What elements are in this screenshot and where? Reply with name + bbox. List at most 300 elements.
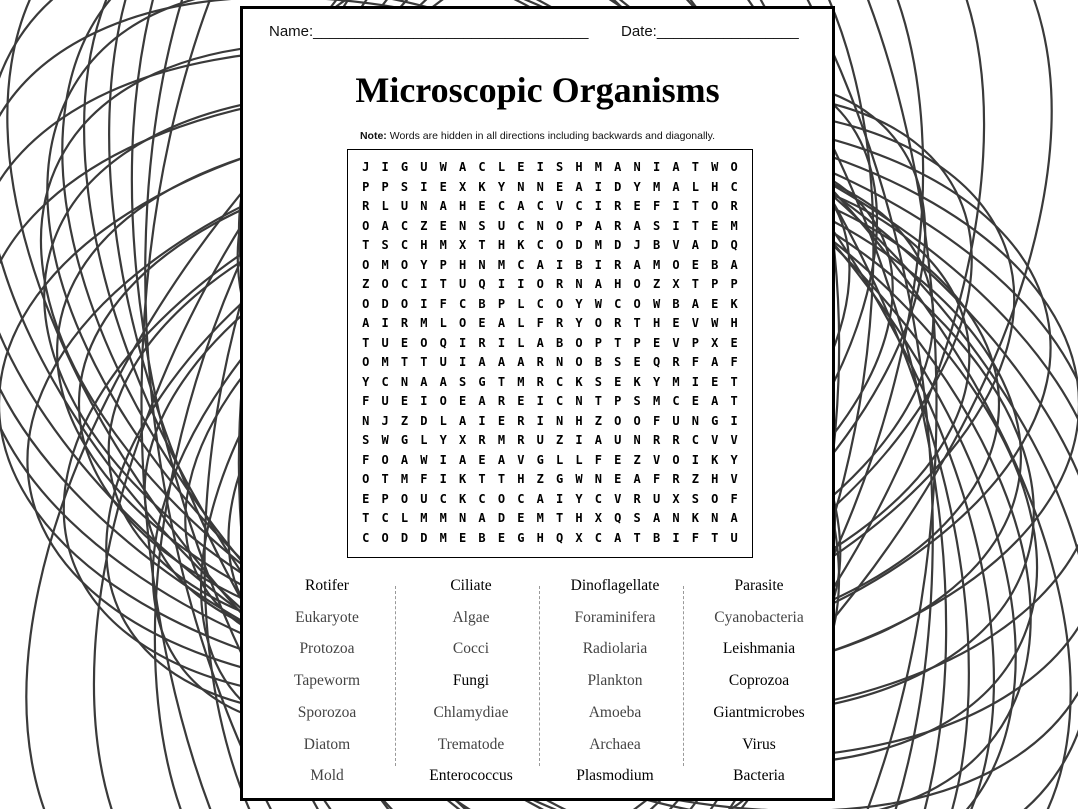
grid-letter: B xyxy=(478,530,486,545)
grid-letter: K xyxy=(459,491,467,506)
grid-letter: K xyxy=(691,511,699,525)
grid-letter: U xyxy=(672,413,680,428)
word-list-item: Algae xyxy=(452,608,490,626)
grid-letter: M xyxy=(536,511,544,525)
grid-letter: M xyxy=(439,530,447,545)
grid-letter: Z xyxy=(555,433,564,447)
grid-letter: C xyxy=(497,199,506,213)
grid-letter: O xyxy=(362,472,370,486)
grid-letter: T xyxy=(497,374,506,389)
grid-letter: S xyxy=(594,374,602,389)
grid-letter: W xyxy=(575,472,583,486)
grid-row xyxy=(356,197,744,217)
grid-letter: B xyxy=(652,238,661,252)
grid-letter: H xyxy=(711,472,719,486)
word-list-item: Plasmodium xyxy=(576,767,654,785)
grid-letter: F xyxy=(420,472,428,486)
grid-letter: Z xyxy=(633,452,641,467)
grid-letter: K xyxy=(730,296,738,311)
grid-letter: S xyxy=(633,394,641,408)
grid-letter: O xyxy=(400,257,409,272)
grid-letter: R xyxy=(614,218,622,233)
grid-letter: R xyxy=(517,433,525,447)
grid-letter: M xyxy=(381,257,389,272)
grid-letter: A xyxy=(478,355,486,369)
grid-letter: R xyxy=(536,355,544,369)
grid-letter: O xyxy=(381,452,389,467)
grid-letter: U xyxy=(381,335,389,350)
grid-letter: A xyxy=(711,394,719,408)
grid-letter: F xyxy=(362,394,370,408)
grid-letter: E xyxy=(497,530,506,545)
grid-letter: I xyxy=(536,394,544,408)
grid-letter: U xyxy=(459,277,467,291)
grid-letter: Z xyxy=(400,413,409,428)
word-list-item: Trematode xyxy=(437,735,505,753)
grid-letter: K xyxy=(575,374,583,389)
grid-letter: O xyxy=(614,413,622,428)
grid-letter: N xyxy=(691,413,699,428)
grid-letter: N xyxy=(536,179,544,194)
grid-letter: A xyxy=(730,257,738,272)
grid-letter: A xyxy=(400,452,409,467)
grid-letter: F xyxy=(691,530,699,545)
grid-letter: A xyxy=(672,179,680,194)
grid-letter: J xyxy=(362,160,370,174)
grid-row xyxy=(356,353,744,373)
grid-letter: W xyxy=(420,452,428,467)
grid-letter: O xyxy=(633,413,641,428)
grid-letter: A xyxy=(711,355,719,369)
column-divider xyxy=(395,586,396,766)
grid-letter: X xyxy=(672,491,680,506)
grid-letter: V xyxy=(614,491,622,506)
grid-row xyxy=(356,392,744,412)
grid-letter: M xyxy=(420,511,428,525)
grid-letter: X xyxy=(459,179,467,194)
grid-letter: I xyxy=(497,335,506,350)
grid-letter: O xyxy=(536,277,544,291)
grid-letter: R xyxy=(400,316,409,330)
grid-letter: T xyxy=(362,335,370,350)
grid-letter: I xyxy=(691,374,699,389)
grid-letter: L xyxy=(575,452,583,467)
grid-letter: X xyxy=(459,433,467,447)
grid-letter: H xyxy=(711,179,719,194)
grid-letter: Z xyxy=(652,277,661,291)
grid-letter: N xyxy=(555,355,564,369)
grid-letter: Q xyxy=(652,355,661,369)
grid-letter: A xyxy=(497,316,506,330)
grid-letter: I xyxy=(420,394,428,408)
word-column xyxy=(687,577,831,793)
grid-letter: T xyxy=(730,394,738,408)
grid-row xyxy=(356,451,744,471)
grid-letter: P xyxy=(497,296,506,311)
grid-letter: Y xyxy=(420,257,428,272)
grid-letter: M xyxy=(439,511,447,525)
grid-letter: H xyxy=(536,530,544,545)
grid-letter: A xyxy=(381,218,389,233)
grid-letter: O xyxy=(633,277,641,291)
grid-letter: F xyxy=(362,452,370,467)
grid-letter: F xyxy=(652,472,661,486)
grid-letter: X xyxy=(459,238,467,252)
grid-letter: A xyxy=(633,472,641,486)
grid-letter: I xyxy=(691,452,699,467)
grid-letter: I xyxy=(730,413,738,428)
grid-letter: O xyxy=(362,218,370,233)
grid-letter: O xyxy=(400,491,409,506)
grid-letter: D xyxy=(420,413,428,428)
grid-letter: D xyxy=(575,238,583,252)
grid-letter: M xyxy=(594,238,602,252)
grid-letter: Z xyxy=(362,277,370,291)
grid-letter: E xyxy=(517,394,525,408)
grid-letter: O xyxy=(439,394,447,408)
grid-letter: T xyxy=(420,355,428,369)
grid-letter: T xyxy=(478,238,486,252)
grid-letter: O xyxy=(420,335,428,350)
grid-letter: E xyxy=(439,218,447,233)
grid-letter: N xyxy=(711,511,719,525)
grid-letter: W xyxy=(711,316,719,330)
grid-letter: K xyxy=(633,374,641,389)
grid-letter: O xyxy=(672,257,680,272)
grid-letter: E xyxy=(711,218,719,233)
grid-letter: C xyxy=(400,218,409,233)
word-column xyxy=(255,577,399,793)
grid-letter: K xyxy=(517,238,525,252)
grid-row xyxy=(356,314,744,334)
grid-letter: A xyxy=(614,160,622,174)
grid-letter: P xyxy=(575,218,583,233)
grid-letter: E xyxy=(691,257,699,272)
grid-letter: H xyxy=(497,238,506,252)
word-list-item: Protozoa xyxy=(299,640,355,658)
grid-letter: E xyxy=(362,491,370,506)
grid-letter: G xyxy=(517,530,525,545)
worksheet xyxy=(240,6,835,801)
grid-letter: U xyxy=(536,433,544,447)
page-title: Microscopic Organisms xyxy=(355,70,720,110)
grid-letter: O xyxy=(381,530,389,545)
grid-letter: D xyxy=(400,530,409,545)
grid-letter: X xyxy=(575,530,583,545)
grid-letter: O xyxy=(711,199,719,213)
grid-letter: P xyxy=(730,277,738,291)
grid-letter: C xyxy=(381,374,389,389)
word-list-item: Dinoflagellate xyxy=(570,577,660,594)
grid-row xyxy=(356,295,744,315)
grid-letter: O xyxy=(575,355,583,369)
grid-letter: M xyxy=(652,394,661,408)
word-list-item: Archaea xyxy=(589,735,641,753)
grid-letter: I xyxy=(536,413,544,428)
grid-letter: R xyxy=(536,374,544,389)
grid-letter: M xyxy=(652,257,661,272)
grid-letter: O xyxy=(362,296,370,311)
grid-letter: A xyxy=(594,433,602,447)
grid-letter: T xyxy=(362,511,370,525)
grid-letter: A xyxy=(575,179,583,194)
grid-letter: Y xyxy=(633,179,641,194)
grid-letter: G xyxy=(711,413,719,428)
grid-letter: N xyxy=(633,160,641,174)
grid-letter: C xyxy=(478,491,486,506)
grid-letter: G xyxy=(400,433,409,447)
grid-letter: I xyxy=(517,277,525,291)
grid-letter: I xyxy=(672,199,680,213)
grid-letter: Y xyxy=(575,296,583,311)
grid-letter: B xyxy=(672,296,680,311)
grid-letter: E xyxy=(711,374,719,389)
grid-letter: S xyxy=(478,218,486,233)
grid-letter: C xyxy=(594,530,602,545)
grid-letter: T xyxy=(497,472,506,486)
grid-letter: M xyxy=(381,355,389,369)
grid-letter: D xyxy=(711,238,719,252)
grid-letter: O xyxy=(555,218,564,233)
grid-letter: Z xyxy=(420,218,428,233)
grid-letter: K xyxy=(711,452,719,467)
grid-letter: U xyxy=(730,530,738,545)
grid-letter: D xyxy=(614,238,622,252)
grid-letter: P xyxy=(691,335,699,350)
grid-letter: E xyxy=(400,335,409,350)
grid-letter: P xyxy=(614,394,622,408)
grid-letter: Y xyxy=(575,491,583,506)
grid-letter: M xyxy=(652,179,661,194)
grid-letter: O xyxy=(381,277,389,291)
grid-letter: N xyxy=(555,413,564,428)
grid-letter: E xyxy=(459,394,467,408)
grid-letter: Q xyxy=(478,277,486,291)
grid-letter: T xyxy=(633,316,641,330)
grid-letter: C xyxy=(517,257,525,272)
grid-letter: E xyxy=(614,472,622,486)
grid-letter: E xyxy=(652,335,661,350)
grid-letter: R xyxy=(730,199,738,213)
grid-letter: K xyxy=(478,179,486,194)
grid-letter: R xyxy=(633,491,641,506)
grid-letter: E xyxy=(633,355,641,369)
grid-letter: C xyxy=(691,433,699,447)
word-list-item: Cocci xyxy=(452,640,490,658)
grid-letter: V xyxy=(711,433,719,447)
column-divider xyxy=(683,586,684,766)
grid-letter: P xyxy=(594,335,602,350)
grid-row xyxy=(356,470,744,490)
grid-letter: O xyxy=(400,296,409,311)
grid-letter: C xyxy=(536,238,544,252)
grid-letter: W xyxy=(439,160,447,174)
grid-letter: M xyxy=(517,374,525,389)
grid-letter: H xyxy=(575,511,583,525)
grid-letter: E xyxy=(614,374,622,389)
grid-letter: H xyxy=(614,277,622,291)
grid-letter: W xyxy=(594,296,602,311)
grid-letter: Z xyxy=(691,472,699,486)
grid-letter: F xyxy=(730,355,738,369)
grid-letter: G xyxy=(400,160,409,174)
grid-letter: E xyxy=(633,199,641,213)
grid-letter: M xyxy=(497,257,506,272)
grid-letter: I xyxy=(594,199,602,213)
grid-letter: E xyxy=(711,296,719,311)
grid-letter: S xyxy=(362,433,370,447)
grid-letter: D xyxy=(614,179,622,194)
grid-letter: Y xyxy=(730,452,738,467)
word-list-item: Bacteria xyxy=(733,767,785,785)
grid-letter: E xyxy=(439,179,447,194)
grid-letter: T xyxy=(400,355,409,369)
grid-letter: R xyxy=(517,413,525,428)
grid-letter: M xyxy=(497,433,506,447)
grid-letter: D xyxy=(381,296,389,311)
grid-letter: U xyxy=(381,394,389,408)
grid-letter: B xyxy=(652,530,661,545)
word-list-item: Leishmania xyxy=(722,640,796,658)
grid-letter: D xyxy=(420,530,428,545)
word-column xyxy=(543,577,687,793)
date-field-label: Date:_________________ xyxy=(621,23,799,40)
grid-letter: T xyxy=(555,511,564,525)
grid-letter: R xyxy=(652,433,661,447)
grid-letter: C xyxy=(439,491,447,506)
grid-letter: E xyxy=(730,335,738,350)
grid-letter: Z xyxy=(536,472,544,486)
grid-letter: A xyxy=(459,452,467,467)
grid-letter: E xyxy=(555,179,564,194)
grid-letter: E xyxy=(400,394,409,408)
grid-letter: T xyxy=(381,472,389,486)
grid-letter: C xyxy=(362,530,370,545)
grid-letter: U xyxy=(497,218,506,233)
grid-letter: D xyxy=(497,511,506,525)
grid-letter: T xyxy=(594,394,602,408)
grid-letter: V xyxy=(652,452,661,467)
grid-letter: R xyxy=(672,355,680,369)
grid-letter: U xyxy=(400,199,409,213)
word-list-item: Virus xyxy=(742,735,776,753)
word-list-item: Rotifer xyxy=(305,577,349,594)
grid-letter: O xyxy=(633,296,641,311)
grid-letter: T xyxy=(478,472,486,486)
grid-letter: L xyxy=(400,511,409,525)
grid-letter: T xyxy=(439,277,447,291)
grid-letter: A xyxy=(420,374,428,389)
grid-letter: J xyxy=(381,413,389,428)
grid-letter: T xyxy=(633,530,641,545)
grid-letter: A xyxy=(497,355,506,369)
grid-row xyxy=(356,236,744,256)
grid-letter: O xyxy=(497,491,506,506)
grid-letter: I xyxy=(672,530,680,545)
grid-letter: C xyxy=(459,296,467,311)
grid-letter: B xyxy=(575,257,583,272)
grid-letter: A xyxy=(633,218,641,233)
grid-letter: A xyxy=(459,160,467,174)
grid-letter: M xyxy=(400,472,409,486)
grid-letter: Q xyxy=(555,530,564,545)
grid-letter: I xyxy=(497,277,506,291)
grid-letter: T xyxy=(691,218,699,233)
grid-letter: C xyxy=(400,238,409,252)
word-list-item: Radiolaria xyxy=(582,640,648,658)
grid-letter: I xyxy=(459,355,467,369)
grid-letter: L xyxy=(691,179,699,194)
word-list-item: Plankton xyxy=(587,672,643,690)
grid-letter: A xyxy=(439,374,447,389)
grid-letter: A xyxy=(594,218,602,233)
grid-letter: N xyxy=(478,257,486,272)
grid-letter: H xyxy=(517,472,525,486)
grid-letter: N xyxy=(594,472,602,486)
grid-letter: H xyxy=(652,316,661,330)
word-list-item: Diatom xyxy=(303,735,351,753)
grid-letter: M xyxy=(420,316,428,330)
grid-letter: A xyxy=(672,160,680,174)
grid-letter: A xyxy=(594,277,602,291)
grid-letter: L xyxy=(439,413,447,428)
grid-letter: N xyxy=(672,511,680,525)
grid-letter: L xyxy=(517,335,525,350)
grid-letter: R xyxy=(555,316,564,330)
grid-letter: H xyxy=(459,199,467,213)
grid-letter: N xyxy=(400,374,409,389)
grid-letter: I xyxy=(575,433,583,447)
word-list-item: Parasite xyxy=(734,577,784,594)
grid-letter: A xyxy=(439,199,447,213)
grid-letter: A xyxy=(614,530,622,545)
grid-letter: A xyxy=(459,413,467,428)
grid-letter: E xyxy=(691,394,699,408)
grid-letter: C xyxy=(478,160,486,174)
grid-letter: P xyxy=(362,179,370,194)
grid-letter: E xyxy=(517,511,525,525)
grid-letter: A xyxy=(497,452,506,467)
word-list-item: Chlamydiae xyxy=(433,703,509,721)
grid-letter: V xyxy=(672,335,680,350)
grid-letter: C xyxy=(614,296,622,311)
grid-row xyxy=(356,178,744,198)
grid-letter: N xyxy=(575,394,583,408)
grid-letter: I xyxy=(420,277,428,291)
grid-letter: J xyxy=(633,238,641,252)
grid-letter: R xyxy=(672,433,680,447)
grid-letter: T xyxy=(691,160,699,174)
grid-letter: C xyxy=(555,374,564,389)
grid-letter: W xyxy=(652,296,661,311)
grid-letter: A xyxy=(652,511,661,525)
grid-letter: L xyxy=(420,433,428,447)
word-list-item: Cyanobacteria xyxy=(714,608,804,626)
grid-letter: T xyxy=(711,530,719,545)
grid-letter: N xyxy=(536,218,544,233)
grid-letter: S xyxy=(614,355,622,369)
grid-letter: C xyxy=(517,491,525,506)
grid-letter: I xyxy=(594,257,602,272)
grid-letter: I xyxy=(439,472,447,486)
grid-letter: W xyxy=(381,433,389,447)
grid-letter: R xyxy=(555,277,564,291)
grid-letter: O xyxy=(575,335,583,350)
grid-letter: U xyxy=(420,160,428,174)
grid-letter: G xyxy=(478,374,486,389)
grid-letter: S xyxy=(400,179,409,194)
grid-letter: R xyxy=(672,472,680,486)
